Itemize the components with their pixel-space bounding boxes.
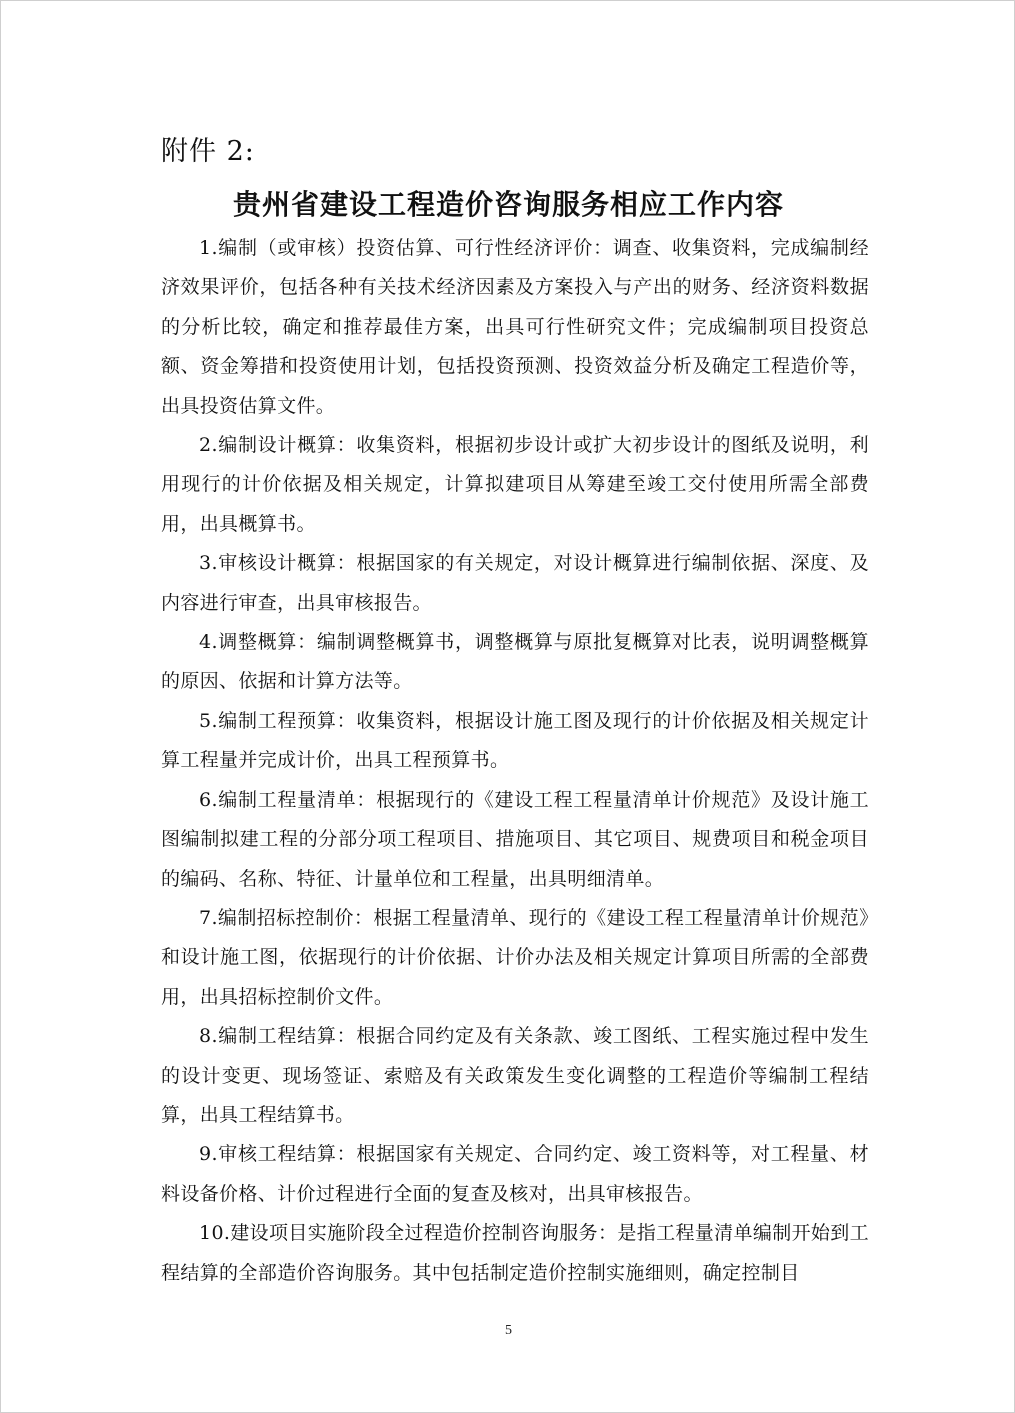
paragraph-8: 8.编制工程结算：根据合同约定及有关条款、竣工图纸、工程实施过程中发生的设计变更、现场签证、索赔及有关政策发生变化调整的工程造价等编制工程结算，出具工程结算书。 bbox=[161, 1025, 869, 1126]
paragraph-5: 5.编制工程预算：收集资料，根据设计施工图及现行的计价依据及相关规定计算工程量并完成计价，出具工程预算书。 bbox=[161, 709, 869, 772]
page-number: 5 bbox=[505, 1323, 512, 1338]
paragraph-6: 6.编制工程量清单：根据现行的《建设工程工程量清单计价规范》及设计施工图编制拟建工程的分部分项工程项目、措施项目、其它项目、规费项目和税金项目的编码、名称、特征、计量单位和工程量，出具明细清单。 bbox=[161, 788, 869, 890]
document-body bbox=[161, 229, 869, 1293]
paragraph-9: 9.审核工程结算：根据国家有关规定、合同约定、竣工资料等，对工程量、材料设备价格、计价过程进行全面的复查及核对，出具审核报告。 bbox=[161, 1143, 869, 1205]
paragraph-3: 3.审核设计概算：根据国家的有关规定，对设计概算进行编制依据、深度、及内容进行审查，出具审核报告。 bbox=[161, 552, 869, 614]
paragraph-1: 1.编制（或审核）投资估算、可行性经济评价：调查、收集资料，完成编制经济效果评价，包括各种有关技术经济因素及方案投入与产出的财务、经济资料数据的分析比较，确定和推荐最佳方案，出具可行性研究文件；完成编制项目投资总额、资金筹措和投资使用计划，包括投资预测、投资效益分析及确定工程造价等，出具投资估算文件。 bbox=[161, 237, 869, 417]
attachment-label: 附件 2: bbox=[161, 136, 255, 167]
document-title: 贵州省建设工程造价咨询服务相应工作内容 bbox=[232, 188, 784, 221]
paragraph-2: 2.编制设计概算：收集资料，根据初步设计或扩大初步设计的图纸及说明，利用现行的计价依据及相关规定，计算拟建项目从筹建至竣工交付使用所需全部费用，出具概算书。 bbox=[161, 434, 869, 535]
paragraph-7: 7.编制招标控制价：根据工程量清单、现行的《建设工程工程量清单计价规范》和设计施工图，依据现行的计价依据、计价办法及相关规定计算项目所需的全部费用，出具招标控制价文件。 bbox=[161, 906, 869, 1008]
paragraph-4: 4.调整概算：编制调整概算书，调整概算与原批复概算对比表，说明调整概算的原因、依据和计算方法等。 bbox=[161, 631, 869, 693]
paragraph-10: 10.建设项目实施阶段全过程造价控制咨询服务：是指工程量清单编制开始到工程结算的全部造价咨询服务。其中包括制定造价控制实施细则，确定控制目 bbox=[161, 1222, 869, 1284]
